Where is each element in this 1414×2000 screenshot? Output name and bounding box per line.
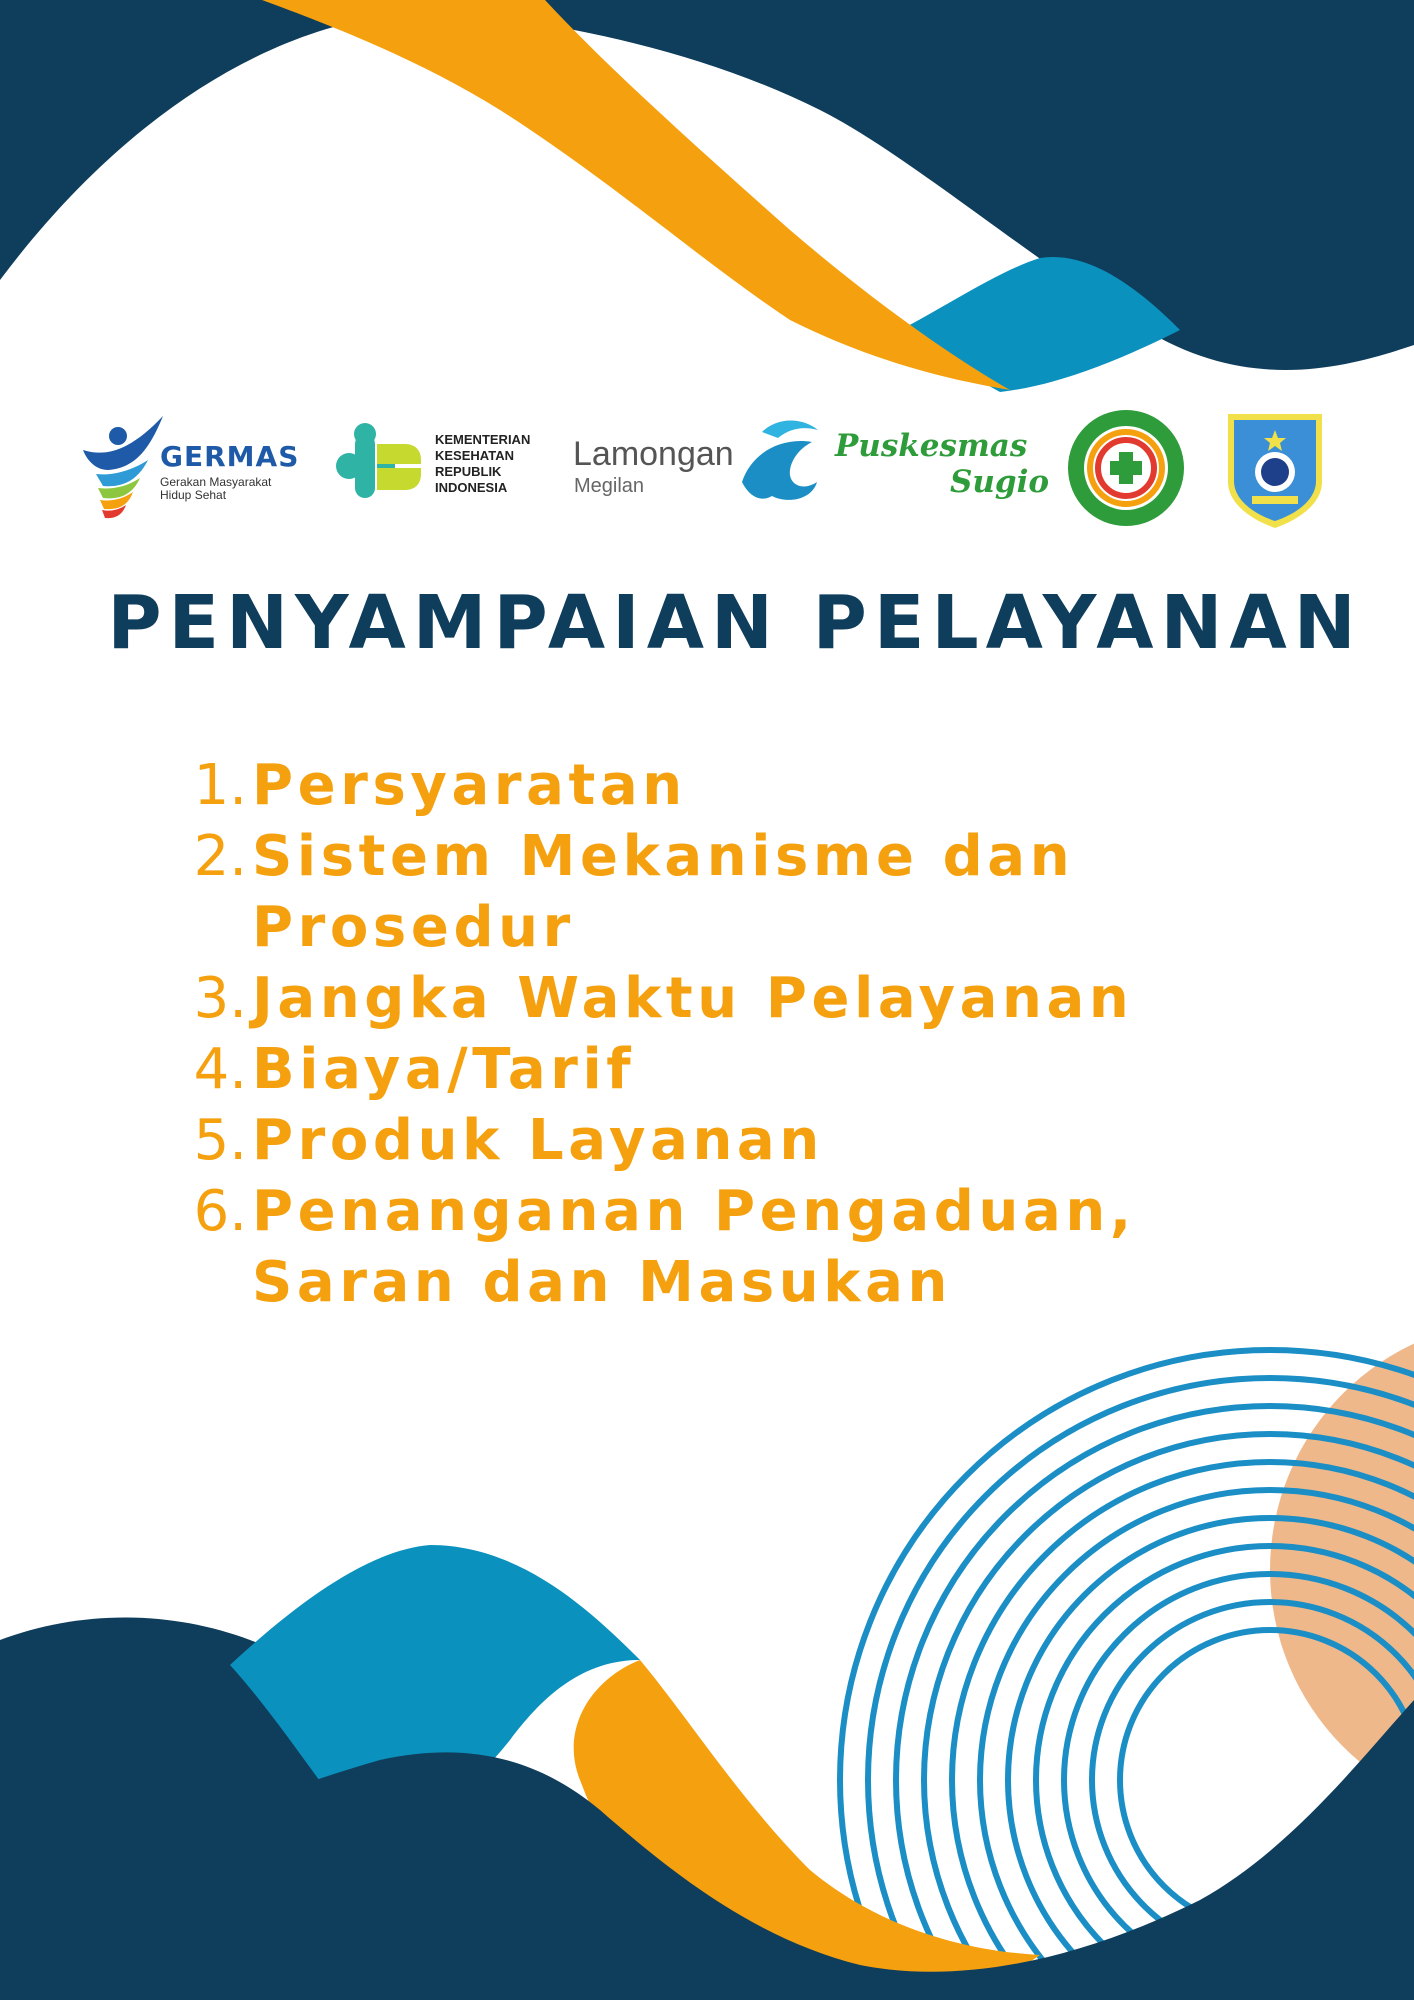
lamongan-crest-logo [1218, 402, 1332, 532]
puskesmas-seal-icon [1066, 408, 1186, 528]
germas-subtitle: Gerakan Masyarakat Hidup Sehat [160, 475, 272, 502]
list-item [165, 750, 1365, 821]
germas-name: GERMAS [160, 440, 300, 473]
list-item-number: 2. [193, 824, 247, 889]
puskesmas-name: Puskesmas [835, 428, 1028, 464]
list-item-number: 6. [193, 1179, 247, 1244]
sugio-name: Sugio [950, 464, 1050, 500]
list-item [165, 1176, 1365, 1318]
kemenkes-text: KEMENTERIAN KESEHATAN REPUBLIK INDONESIA [435, 432, 531, 495]
list-item [165, 963, 1365, 1034]
puskesmas-sugio-logo [0, 390, 1200, 520]
list-item [165, 1105, 1365, 1176]
list-item-number: 5. [193, 1108, 247, 1173]
list-item-text-continued: Saran dan Masukan [252, 1250, 952, 1315]
logo-row [0, 390, 1414, 550]
list-item-text: Produk Layanan [252, 1108, 824, 1173]
list-item-text: Biaya/Tarif [252, 1037, 636, 1102]
service-list [165, 750, 1365, 1318]
list-item [165, 821, 1365, 963]
list-item-number: 4. [193, 1037, 247, 1102]
list-item-text: Penanganan Pengaduan, [252, 1179, 1136, 1244]
lamongan-crest-icon [1218, 402, 1332, 532]
lamongan-subtitle: Megilan [574, 475, 645, 497]
list-item-text-continued: Prosedur [252, 895, 575, 960]
list-item-number: 3. [193, 966, 247, 1031]
lamongan-name: Lamongan [573, 435, 734, 473]
list-item-text: Jangka Waktu Pelayanan [252, 966, 1134, 1031]
page-title: PENYAMPAIAN PELAYANAN [107, 580, 1363, 666]
list-item-number: 1. [193, 753, 247, 818]
list-item-text: Persyaratan [252, 753, 687, 818]
list-item [165, 1034, 1365, 1105]
list-item-text: Sistem Mekanisme dan [252, 824, 1075, 889]
